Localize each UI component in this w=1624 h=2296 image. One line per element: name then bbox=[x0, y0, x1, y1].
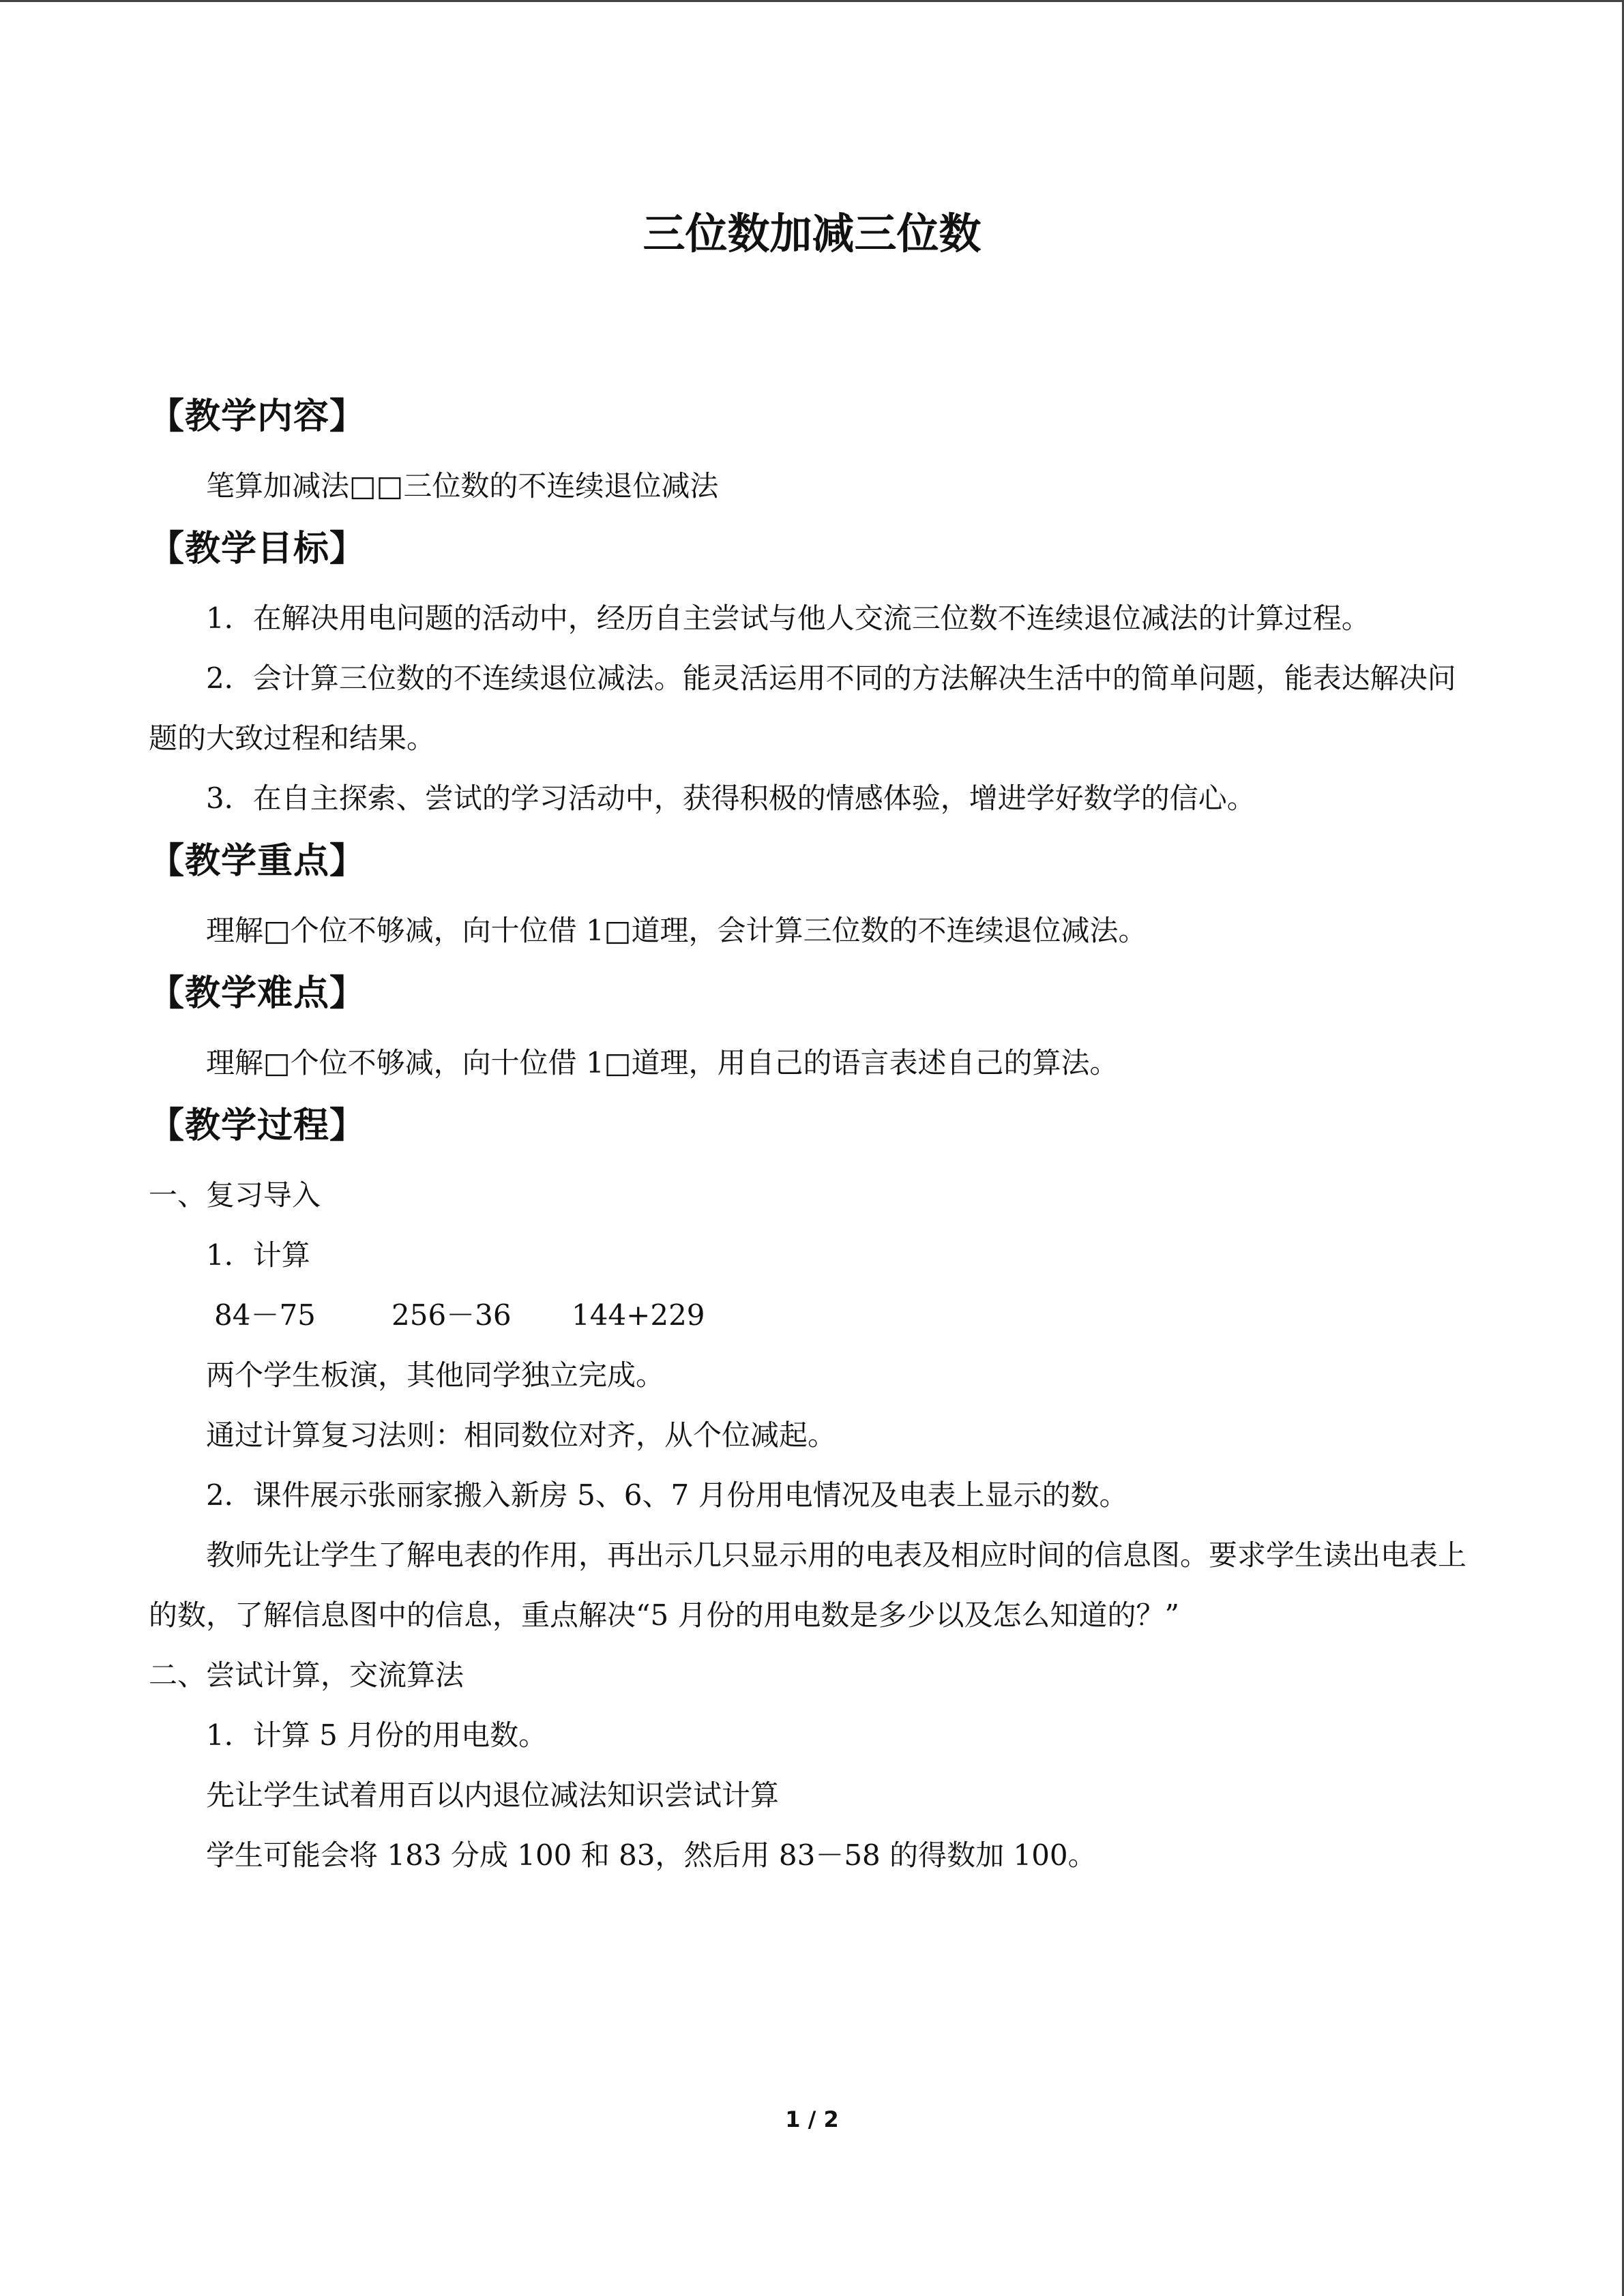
document-body bbox=[149, 384, 1475, 1885]
section-heading-goals: 【教学目标】 bbox=[149, 528, 366, 569]
process-part1-step1: 1．计算 bbox=[206, 1238, 310, 1272]
page-number: 1 / 2 bbox=[785, 2106, 839, 2132]
process-part1-line3: 教师先让学生了解电表的作用，再出示几只显示用的电表及相应时间的信息图。要求学生读出电表上的数，了解信息图中的信息，重点解决“5 月份的用电数是多少以及怎么知道的？” bbox=[149, 1538, 1467, 1632]
process-part2-step1: 1．计算 5 月份的用电数。 bbox=[206, 1718, 548, 1752]
goal-item-3: 3．在自主探索、尝试的学习活动中，获得积极的情感体验，增进学好数学的信心。 bbox=[206, 781, 1256, 815]
section-heading-content: 【教学内容】 bbox=[149, 396, 366, 437]
process-part2-line2: 学生可能会将 183 分成 100 和 83，然后用 83－58 的得数加 100。 bbox=[206, 1838, 1097, 1872]
difficulties-text: 理解□个位不够减，向十位借 1□道理，用自己的语言表述自己的算法。 bbox=[206, 1046, 1119, 1079]
process-part2-line1: 先让学生试着用百以内退位减法知识尝试计算 bbox=[206, 1778, 780, 1812]
section-heading-difficulties: 【教学难点】 bbox=[149, 973, 366, 1014]
section-heading-key-points: 【教学重点】 bbox=[149, 841, 366, 882]
calc-expression-2: 256－36 bbox=[392, 1298, 512, 1332]
process-part1-line2: 通过计算复习法则：相同数位对齐，从个位减起。 bbox=[206, 1418, 837, 1452]
document-title: 三位数加减三位数 bbox=[643, 209, 981, 258]
goal-item-2: 2．会计算三位数的不连续退位减法。能灵活运用不同的方法解决生活中的简单问题，能表达解决问题的大致过程和结果。 bbox=[149, 661, 1456, 755]
process-part1-title: 一、复习导入 bbox=[149, 1178, 321, 1212]
key-points-text: 理解□个位不够减，向十位借 1□道理，会计算三位数的不连续退位减法。 bbox=[206, 914, 1147, 947]
calc-row bbox=[149, 1285, 1475, 1345]
process-part1-step2: 2．课件展示张丽家搬入新房 5、6、7 月份用电情况及电表上显示的数。 bbox=[206, 1478, 1128, 1512]
goal-item-1: 1．在解决用电问题的活动中，经历自主尝试与他人交流三位数不连续退位减法的计算过程。 bbox=[206, 601, 1370, 635]
section-heading-process: 【教学过程】 bbox=[149, 1105, 366, 1146]
content-text: 笔算加减法□□三位数的不连续退位减法 bbox=[206, 469, 719, 503]
process-part2-title: 二、尝试计算，交流算法 bbox=[149, 1658, 464, 1692]
calc-expression-1: 84－75 bbox=[214, 1298, 316, 1332]
process-part1-line1: 两个学生板演，其他同学独立完成。 bbox=[206, 1358, 665, 1392]
calc-expression-3: 144+229 bbox=[572, 1298, 705, 1332]
